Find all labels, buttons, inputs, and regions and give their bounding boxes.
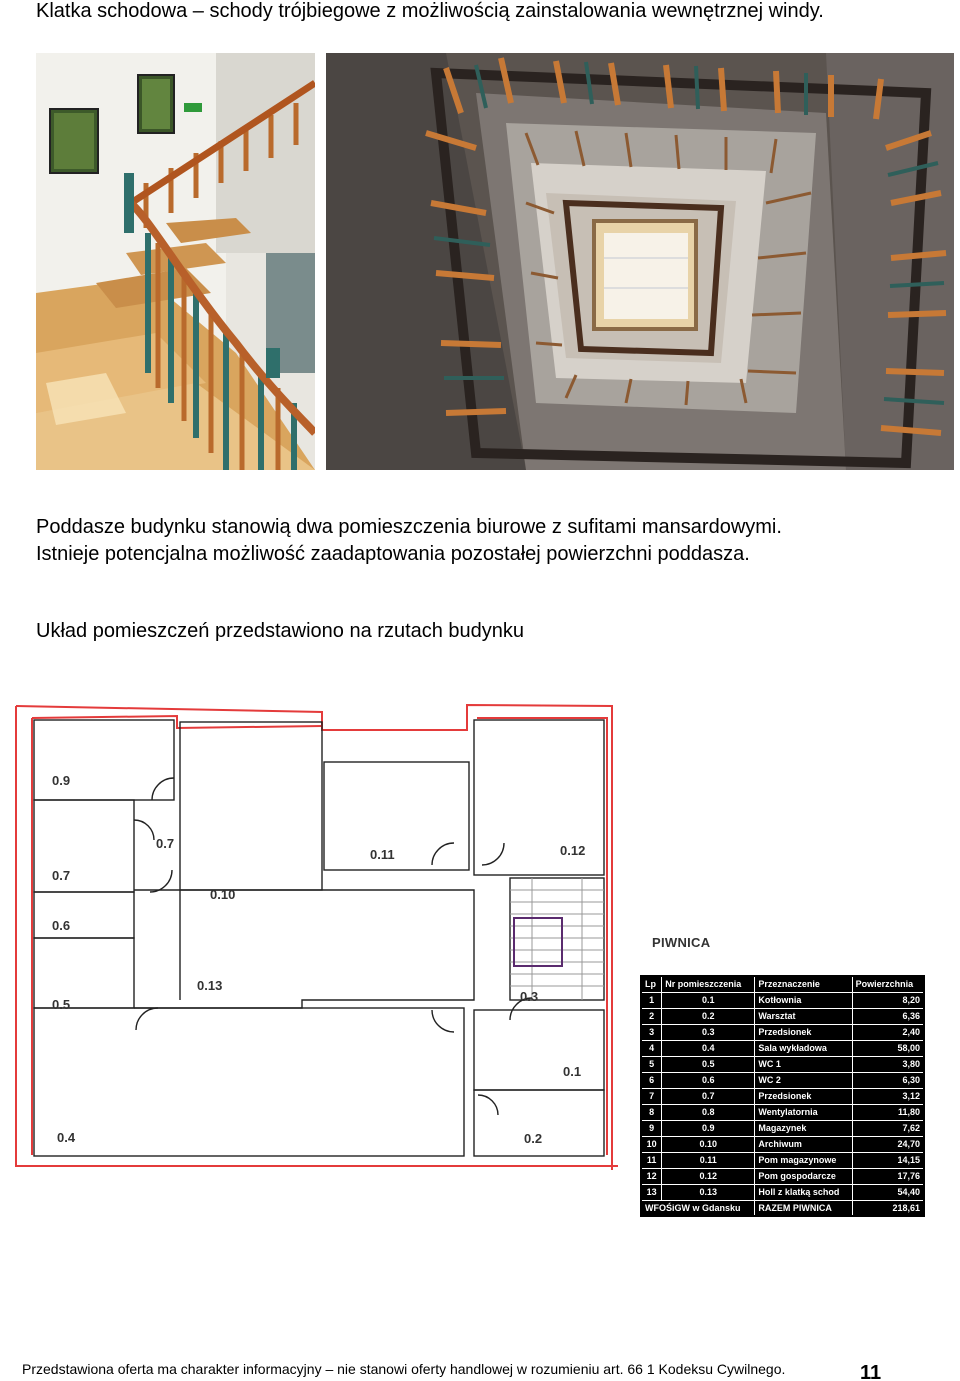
- room-label-0-9: 0.9: [52, 773, 71, 788]
- row-area: 24,70: [852, 1136, 924, 1152]
- row-lp: 3: [641, 1024, 662, 1040]
- room-label-0-12: 0.12: [560, 843, 586, 858]
- table-row: [641, 1056, 924, 1072]
- row-area: 11,80: [852, 1104, 924, 1120]
- header-lp: Lp: [641, 976, 662, 992]
- total-source: WFOŚiGW w Gdansku: [641, 1200, 755, 1216]
- intro-paragraph: Klatka schodowa – schody trójbiegowe z możliwością zainstalowania wewnętrznej windy.: [36, 0, 824, 22]
- header-room-number: Nr pomieszczenia: [662, 976, 755, 992]
- table-row: [641, 1152, 924, 1168]
- row-room-number: 0.3: [662, 1024, 755, 1040]
- stairwell-photo: [326, 53, 954, 470]
- row-purpose: Pom gospodarcze: [755, 1168, 852, 1184]
- total-label: RAZEM PIWNICA: [755, 1200, 852, 1216]
- footer-disclaimer: Przedstawiona oferta ma charakter informacyjny – nie stanowi oferty handlowej w rozumieniu art. 66 1 Kodeksu Cywilnego.: [22, 1361, 786, 1377]
- row-lp: 2: [641, 1008, 662, 1024]
- table-row: [641, 992, 924, 1008]
- row-room-number: 0.6: [662, 1072, 755, 1088]
- row-room-number: 0.7: [662, 1088, 755, 1104]
- table-row: [641, 1008, 924, 1024]
- row-area: 8,20: [852, 992, 924, 1008]
- row-room-number: 0.2: [662, 1008, 755, 1024]
- row-lp: 12: [641, 1168, 662, 1184]
- row-room-number: 0.5: [662, 1056, 755, 1072]
- row-room-number: 0.10: [662, 1136, 755, 1152]
- staircase-photo: [36, 53, 315, 470]
- attic-description-line1: Poddasze budynku stanowią dwa pomieszczenia biurowe z sufitami mansardowymi.: [36, 516, 782, 538]
- row-area: 58,00: [852, 1040, 924, 1056]
- row-lp: 7: [641, 1088, 662, 1104]
- basement-floor-plan: [12, 700, 622, 1170]
- floor-plan-title: PIWNICA: [652, 935, 711, 950]
- row-lp: 10: [641, 1136, 662, 1152]
- table-header-row: [641, 976, 924, 992]
- table-row: [641, 1072, 924, 1088]
- table-row: [641, 1168, 924, 1184]
- row-room-number: 0.9: [662, 1120, 755, 1136]
- row-purpose: Przedsionek: [755, 1024, 852, 1040]
- rooms-area-table: [640, 975, 925, 1217]
- room-label-0-1: 0.1: [563, 1064, 582, 1079]
- row-area: 6,30: [852, 1072, 924, 1088]
- row-purpose: Kotłownia: [755, 992, 852, 1008]
- row-area: 2,40: [852, 1024, 924, 1040]
- room-label-0-3: 0.3: [520, 989, 539, 1004]
- row-purpose: Holl z klatką schod: [755, 1184, 852, 1200]
- header-area: Powierzchnia: [852, 976, 924, 992]
- room-label-0-13: 0.13: [197, 978, 223, 993]
- row-lp: 8: [641, 1104, 662, 1120]
- room-label-0-6: 0.6: [52, 918, 71, 933]
- row-area: 3,12: [852, 1088, 924, 1104]
- row-room-number: 0.11: [662, 1152, 755, 1168]
- row-purpose: WC 1: [755, 1056, 852, 1072]
- row-area: 54,40: [852, 1184, 924, 1200]
- room-label-0-7b: 0.7: [52, 868, 71, 883]
- row-area: 7,62: [852, 1120, 924, 1136]
- row-area: 6,36: [852, 1008, 924, 1024]
- row-purpose: Przedsionek: [755, 1088, 852, 1104]
- room-label-0-5: 0.5: [52, 997, 71, 1012]
- row-room-number: 0.12: [662, 1168, 755, 1184]
- room-label-0-7a: 0.7: [156, 836, 175, 851]
- table-row: [641, 1184, 924, 1200]
- row-purpose: Wentylatornia: [755, 1104, 852, 1120]
- table-row: [641, 1104, 924, 1120]
- row-room-number: 0.13: [662, 1184, 755, 1200]
- row-lp: 5: [641, 1056, 662, 1072]
- row-purpose: WC 2: [755, 1072, 852, 1088]
- row-purpose: Magazynek: [755, 1120, 852, 1136]
- room-label-0-2: 0.2: [524, 1131, 543, 1146]
- row-lp: 9: [641, 1120, 662, 1136]
- row-purpose: Warsztat: [755, 1008, 852, 1024]
- page-number: 11: [860, 1362, 882, 1381]
- table-row: [641, 1088, 924, 1104]
- row-lp: 6: [641, 1072, 662, 1088]
- row-room-number: 0.1: [662, 992, 755, 1008]
- total-area: 218,61: [852, 1200, 924, 1216]
- table-total-row: [641, 1200, 924, 1216]
- row-purpose: Pom magazynowe: [755, 1152, 852, 1168]
- room-label-0-10: 0.10: [210, 887, 236, 902]
- table-row: [641, 1040, 924, 1056]
- table-row: [641, 1024, 924, 1040]
- row-lp: 11: [641, 1152, 662, 1168]
- row-lp: 4: [641, 1040, 662, 1056]
- layout-caption: Układ pomieszczeń przedstawiono na rzutach budynku: [36, 620, 525, 642]
- row-room-number: 0.4: [662, 1040, 755, 1056]
- row-area: 17,76: [852, 1168, 924, 1184]
- row-room-number: 0.8: [662, 1104, 755, 1120]
- room-label-0-11: 0.11: [370, 847, 395, 862]
- row-lp: 13: [641, 1184, 662, 1200]
- header-purpose: Przeznaczenie: [755, 976, 852, 992]
- row-purpose: Sala wykładowa: [755, 1040, 852, 1056]
- row-purpose: Archiwum: [755, 1136, 852, 1152]
- room-label-0-4: 0.4: [57, 1130, 76, 1145]
- table-row: [641, 1136, 924, 1152]
- attic-description-line2: Istnieje potencjalna możliwość zaadaptowania pozostałej powierzchni poddasza.: [36, 543, 750, 565]
- row-lp: 1: [641, 992, 662, 1008]
- row-area: 3,80: [852, 1056, 924, 1072]
- row-area: 14,15: [852, 1152, 924, 1168]
- table-row: [641, 1120, 924, 1136]
- rooms-table-body: [641, 992, 924, 1200]
